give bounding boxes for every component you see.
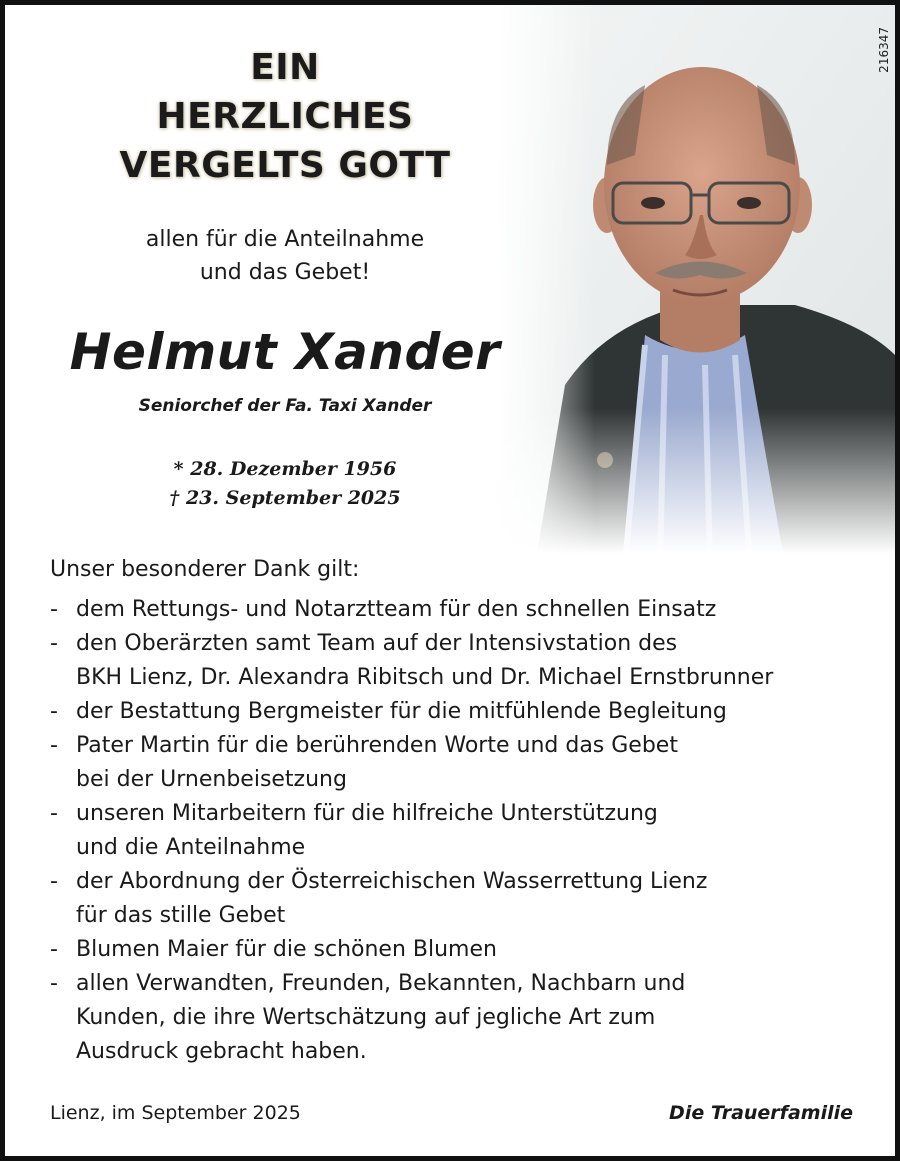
list-item-line: Kunden, die ihre Wertschätzung auf jegliche Art zum [76,1005,656,1030]
list-dash: - [50,801,58,826]
death-date: † 23. September 2025 [169,487,401,509]
list-item [50,695,880,729]
birth-date: * 28. Dezember 1956 [173,458,397,480]
headline-line: HERZLICHES [156,96,414,137]
list-item-line: Pater Martin für die berührenden Worte und das Gebet [76,733,678,758]
deceased-role: Seniorchef der Fa. Taxi Xander [138,396,432,416]
headline-line: EIN [250,47,320,88]
list-dash: - [50,937,58,962]
list-dash: - [50,597,58,622]
list-item [50,933,880,967]
headline [85,43,485,190]
acknowledgement-list [50,593,880,1069]
headline-line: VERGELTS GOTT [119,145,451,186]
list-item [50,797,880,865]
list-item-line: allen Verwandten, Freunden, Bekannten, Nachbarn und [76,971,686,996]
list-item-line: der Bestattung Bergmeister für die mitfühlende Begleitung [76,699,727,724]
thanks-message [85,223,485,289]
list-dash: - [50,631,58,656]
acknowledgement-intro: Unser besonderer Dank gilt: [50,557,360,582]
portrait-photo [495,5,895,565]
list-dash: - [50,869,58,894]
list-item-line: Blumen Maier für die schönen Blumen [76,937,497,962]
place-and-date: Lienz, im September 2025 [50,1102,301,1124]
list-item-line: für das stille Gebet [76,903,286,928]
life-dates [85,455,485,513]
list-item [50,865,880,933]
thanks-line: und das Gebet! [199,260,371,285]
list-item-line: unseren Mitarbeitern für die hilfreiche Unterstützung [76,801,658,826]
list-dash: - [50,971,58,996]
list-item-line: Ausdruck gebracht haben. [76,1039,367,1064]
list-item-line: den Oberärzten samt Team auf der Intensivstation des [76,631,678,656]
list-item [50,627,880,695]
list-item [50,729,880,797]
signature: Die Trauerfamilie [669,1102,853,1124]
deceased-name: Helmut Xander [69,323,501,381]
list-item-line: BKH Lienz, Dr. Alexandra Ribitsch und Dr. Michael Ernstbrunner [76,665,774,690]
reference-number: 216347 [877,27,891,73]
list-dash: - [50,699,58,724]
list-item-line: dem Rettungs- und Notarztteam für den schnellen Einsatz [76,597,717,622]
list-item-line: der Abordnung der Österreichischen Wasserrettung Lienz [76,869,708,894]
thanks-line: allen für die Anteilnahme [145,227,425,252]
list-item [50,967,880,1069]
list-dash: - [50,733,58,758]
list-item-line: bei der Urnenbeisetzung [76,767,347,792]
list-item-line: und die Anteilnahme [76,835,306,860]
list-item [50,593,880,627]
